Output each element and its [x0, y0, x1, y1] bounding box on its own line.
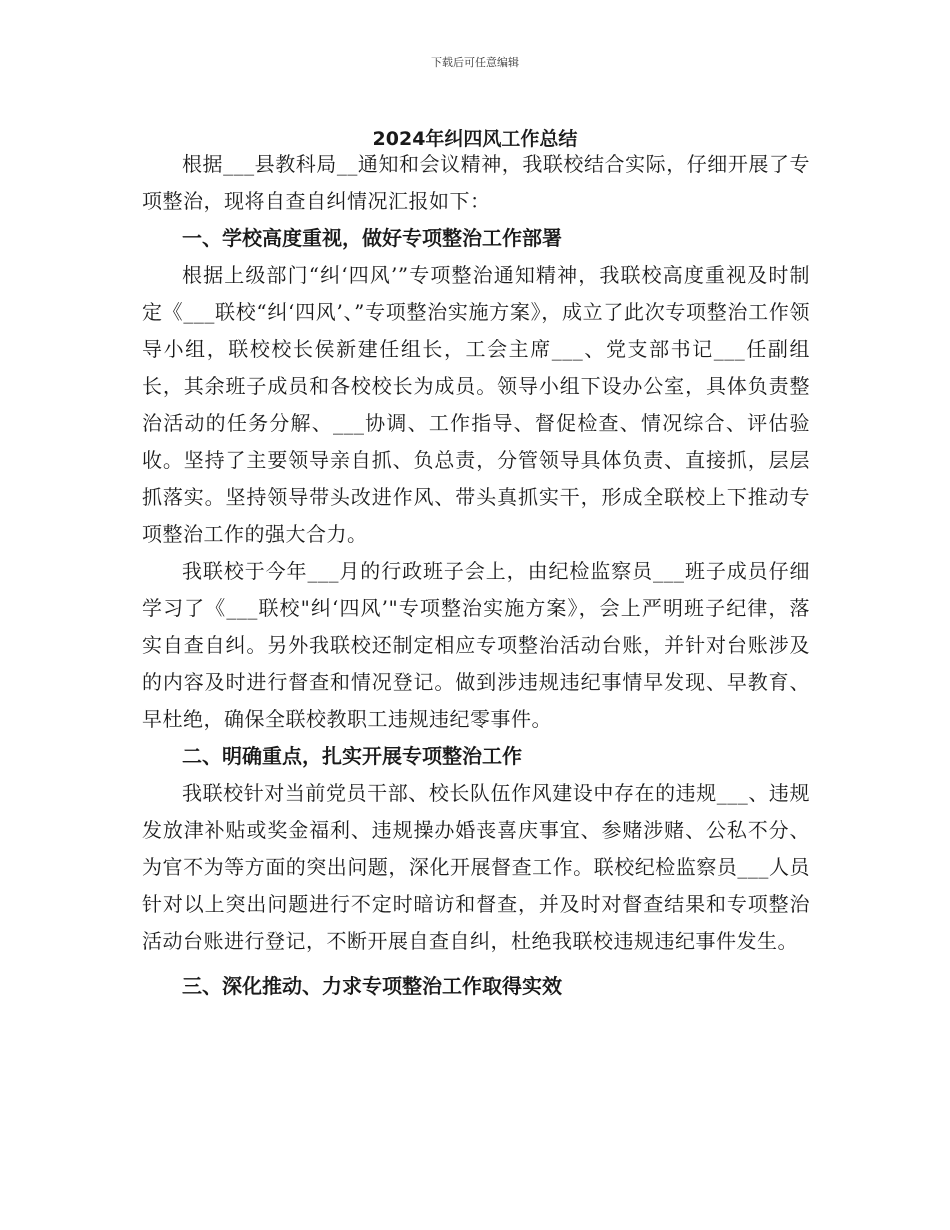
paragraph-section-1b: 我联校于今年___月的行政班子会上，由纪检监察员___班子成员仔细学习了《___联校"纠‘四风’"专项整治实施方案》，会上严明班子纪律，落实自查自纠。另外我联校还制定相应专项整治活动台账，并针对台账涉及的内容及时进行督查和情况登记。做到涉违规违纪事情早发现、早教育、早杜绝，确保全联校教职工违规违纪零事件。: [142, 559, 810, 731]
paragraph-section-1a: 根据上级部门“纠‘四风’”专项整治通知精神，我联校高度重视及时制定《___联校“纠‘四风’、”专项整治实施方案》，成立了此次专项整治工作领导小组，联校校长侯新建任组长，工会主席___、党支部书记___任副组长，其余班子成员和各校校长为成员。领导小组下设办公室，具体负责整治活动的任务分解、___协调、工作指导、督促检查、情况综合、评估验收。坚持了主要领导亲自抓、负总责，分管领导具体负责、直接抓，层层抓落实。坚持领导带头改进作风、带头真抓实干，形成全联校上下推动专项整治工作的强大合力。: [142, 263, 810, 546]
section-heading-2: 二、明确重点，扎实开展专项整治工作: [182, 744, 522, 768]
section-heading-3: 三、深化推动、力求专项整治工作取得实效: [182, 974, 562, 998]
paragraph-intro: 根据___县教科局__通知和会议精神，我联校结合实际，仔细开展了专项整治，现将自查自纠情况汇报如下：: [142, 152, 810, 213]
document-title: 2024年纠四风工作总结: [372, 128, 578, 150]
document-body: [142, 146, 810, 1005]
paragraph-section-2: 我联校针对当前党员干部、校长队伍作风建设中存在的违规___、违规发放津补贴或奖金福利、违规操办婚丧喜庆事宜、参赌涉赌、公私不分、为官不为等方面的突出问题，深化开展督查工作。联校纪检监察员___人员针对以上突出问题进行不定时暗访和督查，并及时对督查结果和专项整治活动台账进行登记，不断开展自查自纠，杜绝我联校违规违纪事件发生。: [142, 781, 810, 953]
section-heading-1: 一、学校高度重视，做好专项整治工作部署: [182, 226, 562, 250]
header-note: 下载后可任意编辑: [431, 56, 519, 69]
